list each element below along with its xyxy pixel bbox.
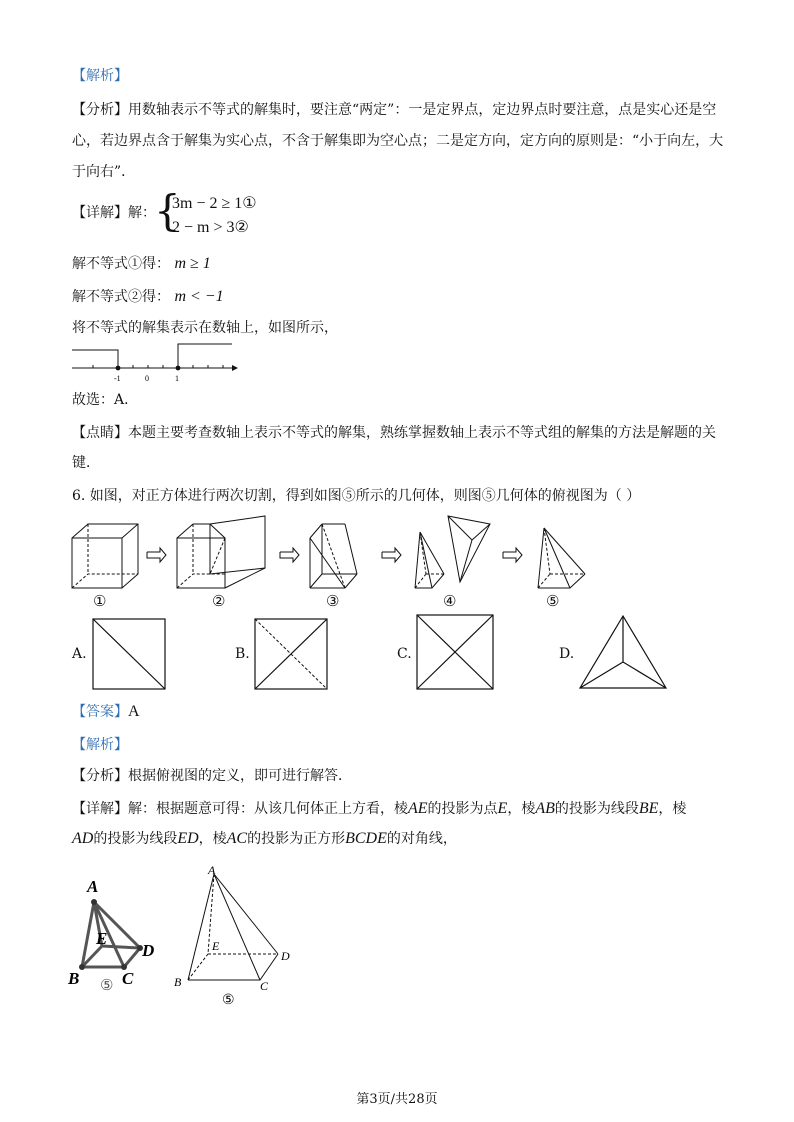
option-c-label: C. [397,646,412,662]
pyramid-diagram-large [168,862,308,1010]
arrow-1-icon [147,548,166,562]
dianjing-line-2: 键． [72,455,100,471]
detail-text: 的投影为点 [427,801,498,817]
diagram-caption-large: ⑤ [222,993,235,1008]
tick-label-one: 1 [175,374,179,383]
label-a-large: A [208,863,216,877]
vertex-dot [79,964,85,970]
label-e-large: E [212,939,220,953]
daan-tag: 【答案】 [72,704,128,720]
dianjing-tag: 【点睛】 [72,425,128,441]
inequality-2: 2 − m > 3② [172,219,249,236]
segment-be: BE [638,800,659,817]
detail-text: ，棱 [507,801,536,817]
figure-5-pyramid [538,528,585,588]
answer-fenxi-text: 根据俯视图的定义，即可进行解答． [128,768,352,784]
fenxi-line-3: 于向右”． [72,164,136,180]
detail-text: ，棱 [658,801,687,817]
answer-fenxi [72,766,352,786]
label-c-large: C [260,979,269,993]
edge-ae: AE [408,800,428,817]
solve-2 [72,287,224,307]
figure-label-5: ⑤ [546,592,560,610]
pyramid-diagram-small [66,872,166,996]
option-d-figure [578,614,670,692]
option-d-label: D. [559,646,575,662]
tick-label-minus-one: -1 [114,374,121,383]
edge-ac: AC [226,830,248,847]
edge-ab: AB [535,800,555,817]
option-b-figure [254,618,330,692]
figure-label-1: ① [93,592,107,610]
point-e: E [497,800,508,817]
figure-2-cut-cube [177,516,265,588]
dianjing-line-1 [72,423,716,443]
detail-text: 的对角线， [386,831,457,847]
solution-left-bracket [72,350,118,368]
detail-text: ，棱 [198,831,227,847]
figure-label-4: ④ [443,592,457,610]
page-footer: 第3页/共28页 [356,1092,438,1107]
arrow-2-icon [280,548,299,562]
square-bcde: BCDE [345,830,387,847]
tick-label-zero: 0 [145,374,149,383]
label-c: C [122,969,134,988]
solve-1-math: m ≥ 1 [174,255,211,272]
option-b-label: B. [235,646,250,662]
detail-text: 的投影为线段 [554,801,639,817]
point-minus-one [116,366,121,371]
solve-2-text: 解不等式②得： [72,289,170,305]
option-c-figure [416,614,496,692]
solve-1 [72,254,211,274]
fenxi-line-1 [72,100,716,120]
answer-detail-line-2 [72,829,457,849]
number-line-text: 将不等式的解集表示在数轴上，如图所示， [72,320,338,336]
figure-label-3: ③ [326,592,340,610]
figure-label-2: ② [212,592,226,610]
xiangjie-lead: 解： [128,205,156,221]
inequality-1: 3m − 2 ≥ 1① [172,195,257,212]
xiangjie-label [72,203,156,223]
figure-1-cube [72,524,138,588]
answer-fenxi-tag: 【分析】 [72,768,128,784]
fenxi-tag: 【分析】 [72,102,128,118]
diagram-caption-small: ⑤ [100,978,114,994]
solution-right-bracket [178,344,232,368]
label-d-large: D [281,949,290,963]
label-b: B [68,969,80,988]
question-6-stem: 6. 如图，对正方体进行两次切割，得到如图⑤所示的几何体，则图⑤几何体的俯视图为（ ） [72,488,641,504]
choose-answer: 故选：A． [72,392,139,408]
number-line-figure [70,340,250,384]
arrow-3-icon [382,548,401,562]
edge-ad: AD [72,830,94,847]
option-a-figure [92,618,168,692]
detail-text: 的投影为正方形 [247,831,346,847]
cutting-sequence-figure [60,510,700,612]
figure-3-solid [310,524,357,588]
figure-4-split [415,516,490,588]
answer-line [72,702,140,722]
option-a-label: A. [72,646,87,662]
daan-value: A [128,703,140,720]
xiangjie-tag: 【详解】 [72,205,128,221]
arrow-4-icon [503,548,522,562]
answer-jiexi-heading: 【解析】 [72,737,128,753]
system-brace: { [154,186,181,235]
detail-text: 的投影为线段 [93,831,178,847]
dianjing-text-1: 本题主要考查数轴上表示不等式的解集，熟练掌握数轴上表示不等式组的解集的方法是解题的关 [128,425,716,441]
label-e: E [96,929,108,948]
number-line-arrow [232,365,238,371]
vertex-dot [91,899,97,905]
fenxi-text-1: 用数轴表示不等式的解集时，要注意“两定”：一是定界点，定边界点时要注意，点是实心还是空 [128,102,717,118]
label-a: A [87,877,99,896]
point-one [176,366,181,371]
segment-ed: ED [177,830,199,847]
jiexi-heading: 【解析】 [72,68,128,84]
solve-2-math: m < −1 [174,288,224,305]
detail-text: 解：根据题意可得：从该几何体正上方看，棱 [128,801,408,817]
fenxi-line-2: 心，若边界点含于解集为实心点，不含于解集即为空心点；二是定方向，定方向的原则是：“小于向左，大 [72,133,724,149]
answer-detail-line-1 [72,799,686,819]
solve-1-text: 解不等式①得： [72,256,170,272]
label-d: D [142,941,155,960]
label-b-large: B [174,975,182,989]
answer-xiangjie-tag: 【详解】 [72,801,128,817]
